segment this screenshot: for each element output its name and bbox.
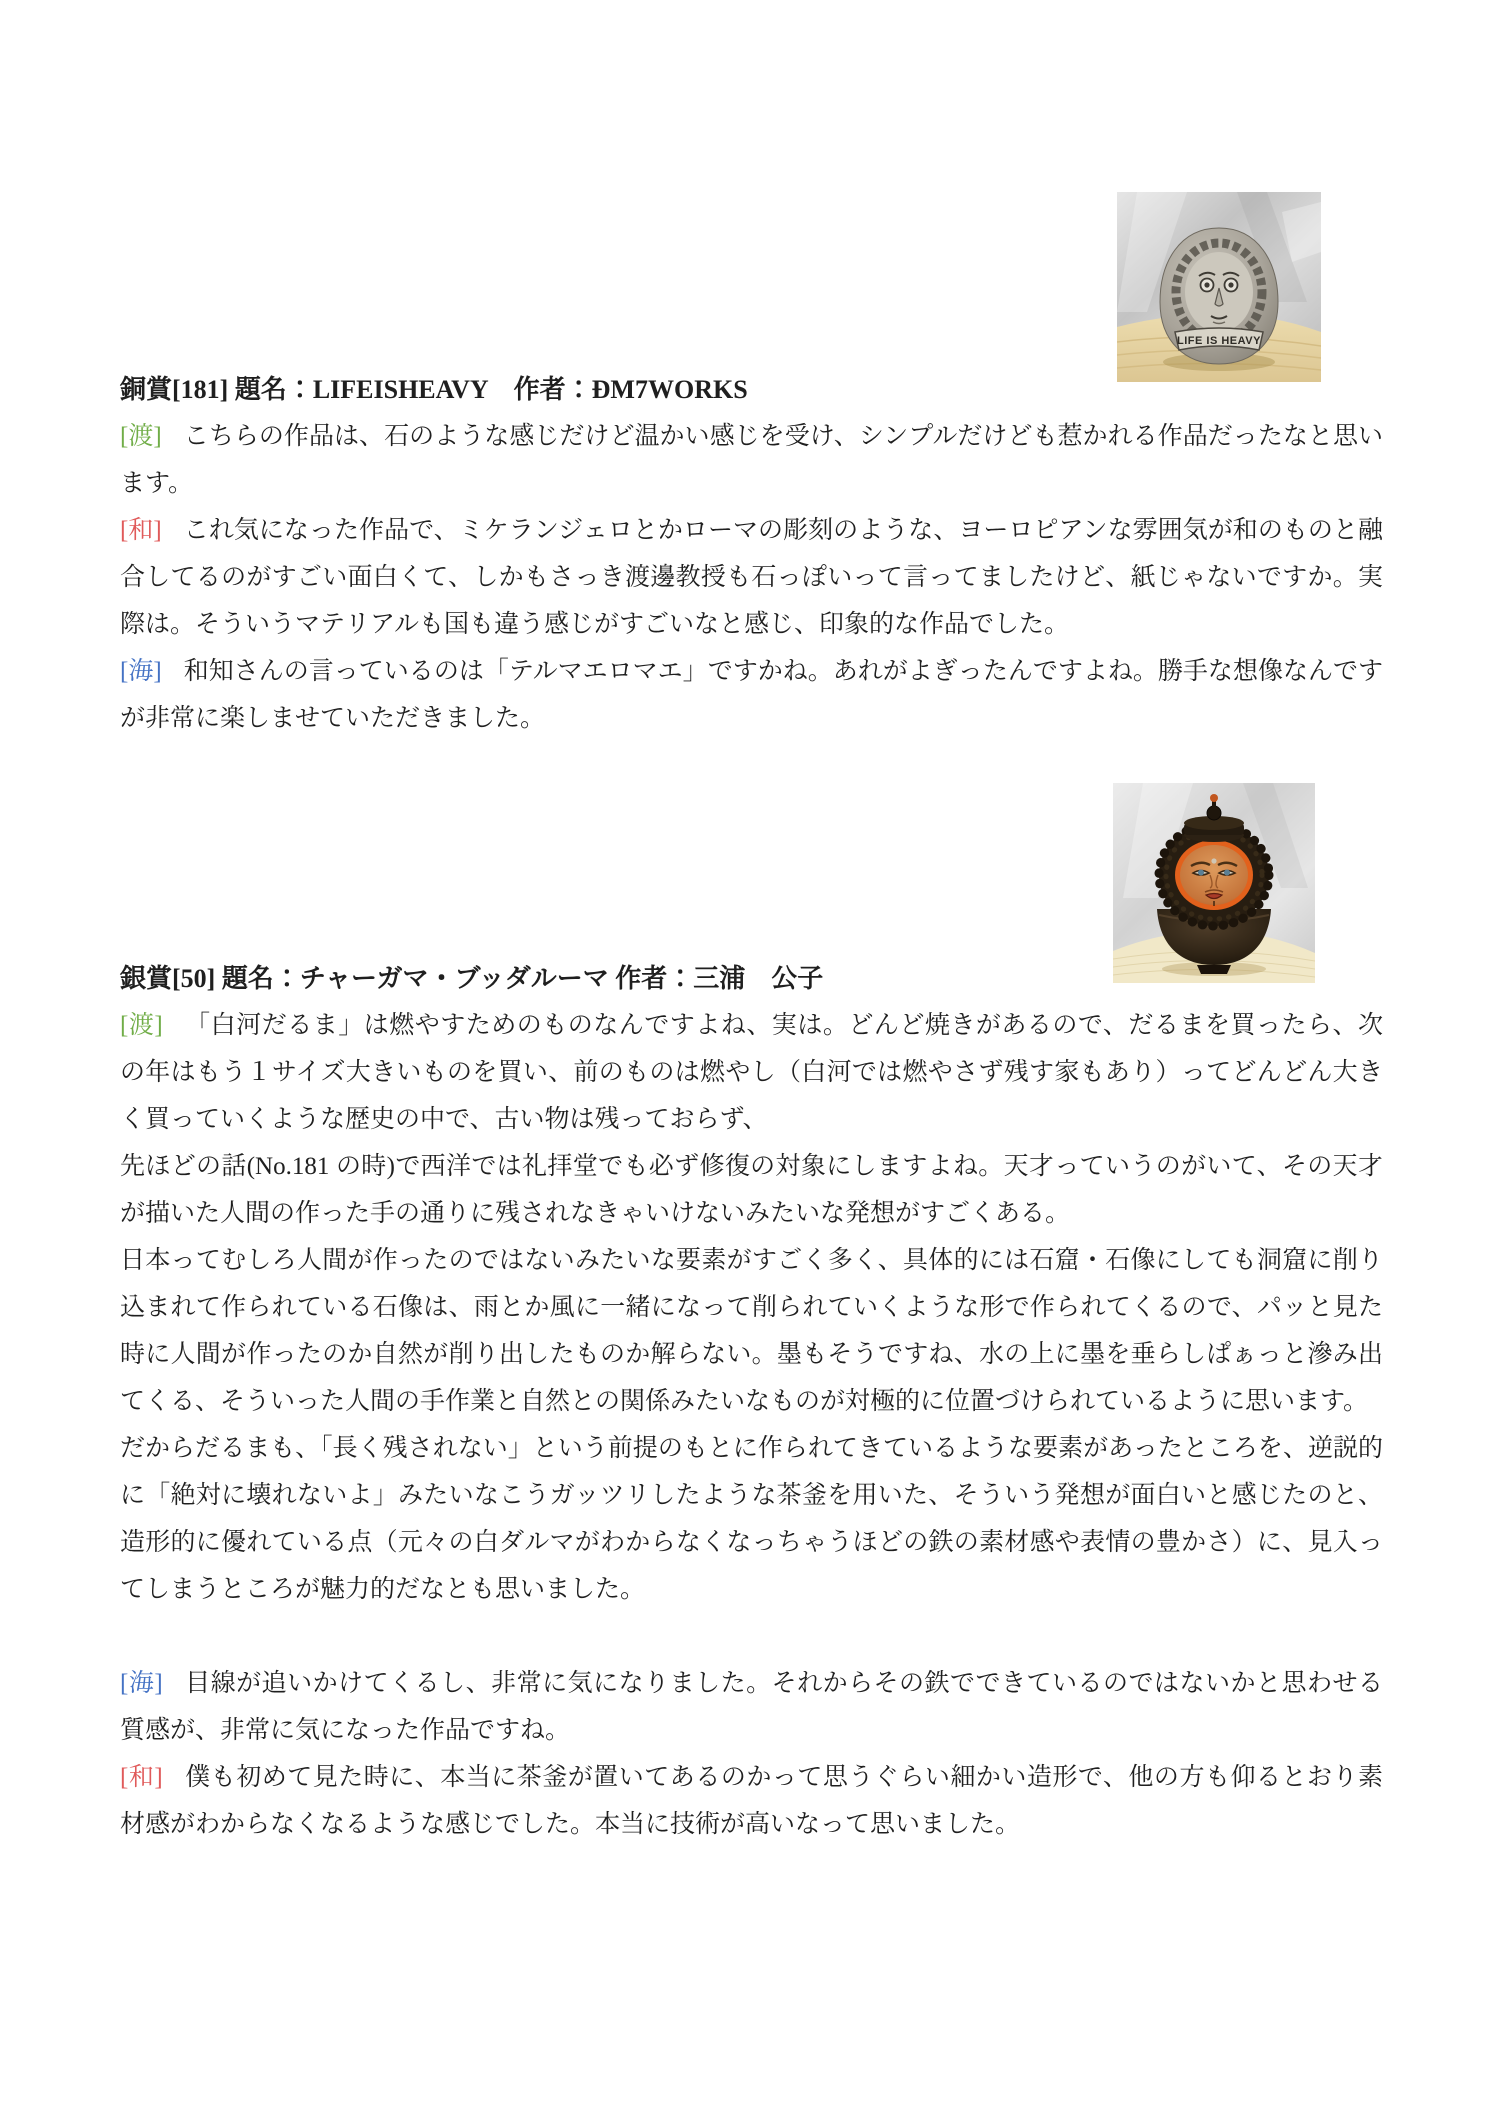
speaker-tag-kai: [海]	[120, 658, 162, 685]
comment-paragraph	[120, 1002, 1383, 1143]
speaker-tag-watanabe: [渡]	[120, 423, 162, 450]
comment-text: 「白河だるま」は燃やすためのものなんですよね、実は。どんど焼きがあるので、だるまを買ったら、次の年はもう１サイズ大きいものを買い、前のものは燃やし（白河では燃やさず残す家もあり）ってどんどん大きく買っていくような歴史の中で、古い物は残っておらず、	[120, 1012, 1383, 1133]
speaker-tag-wachi: [和]	[120, 517, 162, 544]
comment-text: こちらの作品は、石のような感じだけど温かい感じを受け、シンプルだけども惹かれる作品だったなと思います。	[120, 423, 1383, 497]
banner-text: LIFE IS HEAVY	[1177, 335, 1261, 347]
silver-section-heading: 銀賞[50] 題名：チャーガマ・ブッダルーマ 作者：三浦 公子	[120, 964, 824, 993]
comment-paragraph	[120, 413, 1383, 507]
speaker-tag-watanabe: [渡]	[120, 1012, 163, 1039]
speaker-tag-wachi: [和]	[120, 1764, 163, 1791]
comment-text: 目線が追いかけてくるし、非常に気になりました。それからその鉄でできているのではないかと思わせる質感が、非常に気になった作品ですね。	[120, 1670, 1383, 1744]
document-body	[120, 0, 1383, 1848]
comment-paragraph	[120, 1660, 1383, 1754]
comment-text: これ気になった作品で、ミケランジェロとかローマの彫刻のような、ヨーロピアンな雰囲気が和のものと融合してるのがすごい面白くて、しかもさっき渡邊教授も石っぽいって言ってましたけど、紙じゃないですか。実際は。そういうマテリアルも国も違う感じがすごいなと感じ、印象的な作品でした。	[120, 517, 1383, 638]
comment-text: 僕も初めて見た時に、本当に茶釜が置いてあるのかって思うぐらい細かい造形で、他の方も仰るとおり素材感がわからなくなるような感じでした。本当に技術が高いなって思いました。	[120, 1764, 1383, 1838]
comment-text: 和知さんの言っているのは「テルマエロマエ」ですかね。あれがよぎったんですよね。勝手な想像なんですが非常に楽しませていただきました。	[120, 658, 1383, 732]
comment-continuation: 日本ってむしろ人間が作ったのではないみたいな要素がすごく多く、具体的には石窟・石像にしても洞窟に削り込まれて作られている石像は、雨とか風に一緒になって削られていくような形で作られてくるので、パッと見た時に人間が作ったのか自然が削り出したものか解らない。墨もそうですね、水の上に墨を垂らしぱぁっと滲み出てくる、そういった人間の手作業と自然との関係みたいなものが対極的に位置づけられているように思います。	[120, 1247, 1383, 1415]
bronze-section-heading: 銅賞[181] 題名：LIFEISHEAVY 作者：ĐM7WORKS	[120, 375, 748, 404]
comment-continuation: だからだるまも、「長く残されない」という前提のもとに作られてきているような要素があったところを、逆説的に「絶対に壊れないよ」みたいなこうガッツリしたような茶釜を用いた、そういう発想が面白いと感じたのと、造形的に優れている点（元々の白ダルマがわからなくなっちゃうほどの鉄の素材感や表情の豊かさ）に、見入ってしまうところが魅力的だなとも思いました。	[120, 1435, 1383, 1603]
comment-continuation: 先ほどの話(No.181 の時)で西洋では礼拝堂でも必ず修復の対象にしますよね。天才っていうのがいて、その天才が描いた人間の作った手の通りに残されなきゃいけないみたいな発想がすごくある。	[120, 1153, 1383, 1227]
comment-paragraph	[120, 507, 1383, 648]
speaker-tag-kai: [海]	[120, 1670, 163, 1697]
comment-paragraph	[120, 648, 1383, 742]
comment-paragraph	[120, 1754, 1383, 1848]
